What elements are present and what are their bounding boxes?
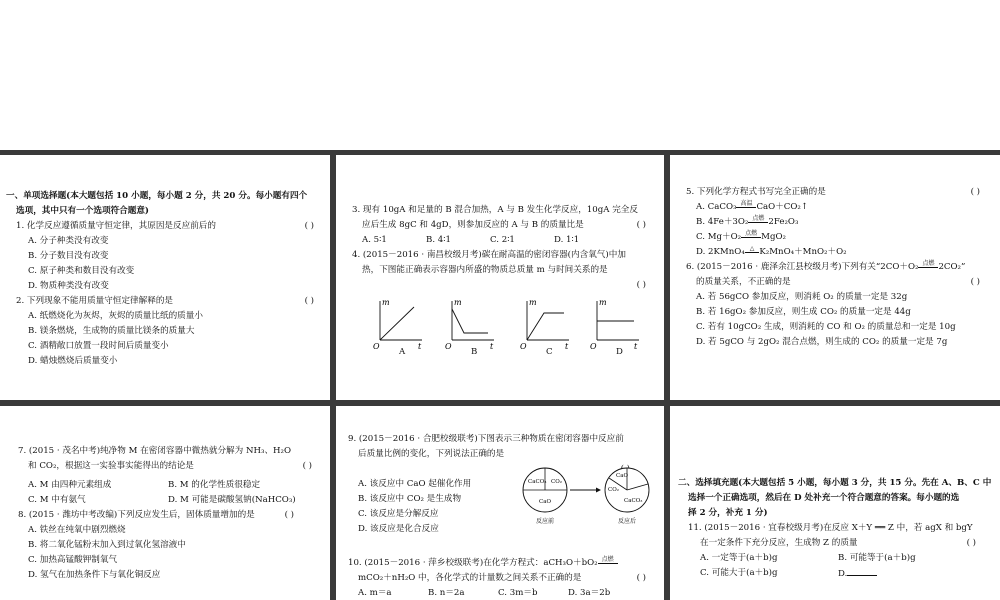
option: D. 若 5gCO 与 2gO₂ 混合点燃，则生成的 CO₂ 的质量一定是 7g (696, 337, 948, 348)
question-9-stem: 9. (2015－2016 · 合肥校级联考)下图表示三种物质在密闭容器中反应前 (348, 434, 624, 444)
question-7-stem: 7. (2015 · 茂名中考)纯净物 M 在密闭容器中微热就分解为 NH₃、H₂O (18, 446, 292, 456)
axis-m-label: m (382, 298, 390, 307)
option: D. (838, 566, 877, 582)
section-header-cont: 选项，其中只有一个选项符合题意) (16, 206, 149, 217)
option: C. 该反应是分解反应 (358, 509, 439, 520)
pie-label: CaO (539, 499, 551, 505)
option: D. M 可能是碳酸氢钠(NaHCO₃) (168, 495, 296, 506)
panel-section-one (0, 155, 330, 400)
option: A. 该反应中 CaO 起催化作用 (358, 479, 472, 490)
answer-row (352, 278, 658, 293)
answer-paren: ( ) (304, 221, 314, 232)
option-equation: A. CaCO₃ 高温 CaO＋CO₂↑ (696, 200, 809, 213)
pie-caption: 反应前 (536, 518, 555, 525)
question-11-options (678, 566, 996, 582)
option: A. 纸燃烧化为灰烬，灰烬的质量比纸的质量小 (28, 311, 203, 322)
panel-questions-7-8 (0, 406, 330, 600)
option: B. 分子数目没有改变 (28, 251, 109, 262)
origin-label: O (520, 342, 527, 351)
option: D. 1∶1 (554, 235, 580, 246)
question-10-stem: 10. (2015－2016 · 萍乡校级联考)在化学方程式：aCH₃O＋bO₂ 点燃 (348, 556, 658, 571)
option: B. 4∶1 (426, 235, 451, 246)
question-8-stem: 8. (2015 · 潍坊中考改编)下列反应发生后，固体质量增加的是 ( ) (18, 508, 324, 523)
panel-section-two (670, 406, 1000, 600)
pie-after (605, 468, 649, 525)
reaction-pie-diagram (520, 462, 656, 526)
pie-label: CO₂ (551, 479, 562, 485)
option: C. 可能大于(a＋b)g (700, 568, 778, 579)
question-4-stem-cont: 热，下图能正确表示容器内所盛的物质总质量 m 与时间关系的是 (362, 265, 608, 276)
option: D. 氢气在加热条件下与氧化铜反应 (28, 570, 161, 581)
answer-paren: ( ) (304, 296, 314, 307)
answer-paren: ( ) (636, 280, 646, 291)
pie-before (523, 468, 567, 525)
option: D. 蜡烛燃烧后质量变小 (28, 356, 118, 367)
option: C. 酒精敞口放置一段时间后质量变小 (28, 341, 169, 352)
axis-t-label: t (565, 342, 569, 351)
origin-label: O (373, 342, 380, 351)
option: D. 该反应是化合反应 (358, 524, 439, 535)
panel-questions-9-10 (336, 406, 664, 600)
section-header: 一、单项选择题(本大题包括 10 小题，每小题 2 分，共 20 分。每小题有四个 (6, 191, 308, 201)
axis-m-label: m (454, 298, 462, 307)
question-7-stem-cont: 和 CO₂，根据这一实验事实能得出的结论是 ( ) (18, 459, 324, 474)
pie-label: CaCO₃ (624, 498, 643, 504)
option: A. m＝a (358, 588, 392, 599)
option: C. M 中有氨气 (28, 495, 86, 506)
answer-paren: ( ) (284, 510, 294, 521)
origin-label: O (445, 342, 452, 351)
question-10-options (348, 586, 658, 600)
option: D. 物质种类没有改变 (28, 281, 109, 292)
answer-paren: ( ) (636, 573, 646, 584)
question-4-stem: 4. (2015－2016 · 南昌校级月考)碳在耐高温的密闭容器(内含氧气)中加 (352, 250, 626, 261)
question-3-stem: 3. 现有 10gA 和足量的 B 混合加热，A 与 B 发生化学反应，10gA 完全反 (352, 205, 638, 215)
graph-c (520, 298, 569, 351)
option: A. 若 56gCO 参加反应，则消耗 O₂ 的质量一定是 32g (696, 292, 908, 303)
question-1-stem: 1. 化学反应遵循质量守恒定律，其原因是反应前后的 ( ) (6, 219, 326, 234)
graph-a (373, 298, 422, 351)
option-equation: B. 4Fe＋3O₂ 点燃 2Fe₂O₃ (696, 215, 799, 228)
question-3-options (352, 233, 658, 248)
option: C. 3m＝b (498, 588, 538, 599)
answer-paren: ( ) (970, 277, 980, 288)
graph-b (445, 298, 494, 351)
question-10-stem-cont: mCO₂＋nH₂O 中，各化学式的计量数之间关系不正确的是 ( ) (348, 571, 658, 586)
question-2-stem: 2. 下列现象不能用质量守恒定律解释的是 ( ) (6, 294, 326, 309)
pie-label: CO₂ (608, 487, 619, 493)
option: A. M 由四种元素组成 (28, 480, 112, 491)
panel-questions-3-4 (336, 155, 664, 400)
option: B. 镁条燃烧，生成物的质量比镁条的质量大 (28, 326, 195, 337)
option: B. 该反应中 CO₂ 是生成物 (358, 494, 462, 505)
option-equation: C. Mg＋O₂ 点燃 MgO₂ (696, 230, 786, 243)
option: C. 2∶1 (490, 235, 515, 246)
axis-m-label: m (529, 298, 537, 307)
graph-label-a: A (399, 347, 406, 357)
graph-label-d: D (616, 347, 623, 357)
option: C. 加热高锰酸钾制氧气 (28, 555, 118, 566)
option: B. n＝2a (428, 588, 465, 599)
question-5-stem: 5. 下列化学方程式书写完全正确的是 ( ) (686, 185, 992, 200)
question-11-options (678, 551, 996, 566)
option: B. 将二氧化锰粉末加入到过氧化氢溶液中 (28, 540, 186, 551)
axis-m-label: m (599, 298, 607, 307)
graph-label-c: C (546, 347, 553, 357)
question-11-stem: 11. (2015－2016 · 宜春校级月考)在反应 X＋Y ══ Z 中，若 agX 和 bgY (688, 523, 973, 534)
section-header: 二、选择填充题(本大题包括 5 小题，每小题 3 分，共 15 分。先在 A、B、C 中 (678, 478, 992, 488)
option: C. 若有 10gCO₂ 生成，则消耗的 CO 和 O₂ 的质量总和一定是 10g (696, 322, 956, 333)
graph-d (590, 298, 639, 351)
panel-questions-5-6 (670, 155, 1000, 400)
axis-t-label: t (418, 342, 422, 351)
answer-blank[interactable] (847, 566, 877, 576)
question-6-stem-cont: 的质量关系，不正确的是 ( ) (686, 275, 992, 290)
option: A. 铁丝在纯氧中剧烈燃烧 (28, 525, 126, 536)
reaction-arrow (570, 488, 601, 493)
answer-paren: ( ) (970, 187, 980, 197)
option: B. 若 16gO₂ 参加反应，则生成 CO₂ 的质量一定是 44g (696, 307, 911, 318)
option: A. 一定等于(a＋b)g (700, 553, 778, 564)
question-9-stem-cont: 后质量比例的变化，下列说法正确的是 (358, 449, 505, 460)
blank-top-area (0, 0, 1000, 150)
question-3-stem-cont: 应后生成 8gC 和 4gD，则参加反应的 A 与 B 的质量比是 ( ) (352, 218, 658, 233)
origin-label: O (590, 342, 597, 351)
question-6-stem: 6. (2015－2016 · 鹿泽余江县校级月考)下列有关“2CO＋O₂ 点燃 2CO₂” (686, 260, 966, 273)
question-7-options (18, 493, 324, 508)
option: C. 原子种类和数目没有改变 (28, 266, 135, 277)
mass-time-graphs (372, 295, 642, 355)
option: B. M 的化学性质很稳定 (168, 480, 261, 491)
axis-t-label: t (490, 342, 494, 351)
section-header-cont: 择 2 分，补充 1 分) (688, 508, 768, 519)
answer-paren: ( ) (636, 220, 646, 231)
answer-paren: ( ) (302, 461, 312, 472)
option: A. 5∶1 (362, 235, 387, 246)
answer-paren: ( ) (966, 538, 976, 549)
question-11-stem-cont: 在一定条件下充分反应，生成物 Z 的质量 ( ) (678, 536, 996, 551)
option: A. 分子种类没有改变 (28, 236, 109, 247)
graph-label-b: B (471, 347, 478, 357)
pie-label: CaCO₃ (528, 479, 547, 485)
pie-label: CaO (616, 473, 628, 479)
option-equation: D. 2KMnO₄ △ K₂MnO₄＋MnO₂＋O₂ (696, 245, 847, 258)
option: B. 可能等于(a＋b)g (838, 553, 916, 564)
axis-t-label: t (634, 342, 638, 351)
question-7-options (18, 478, 324, 493)
pie-caption: 反应后 (618, 518, 637, 525)
option: D. 3a＝2b (568, 588, 611, 599)
section-header-cont: 选择一个正确选项，然后在 D 处补充一个符合题意的答案。每小题的选 (688, 493, 960, 504)
